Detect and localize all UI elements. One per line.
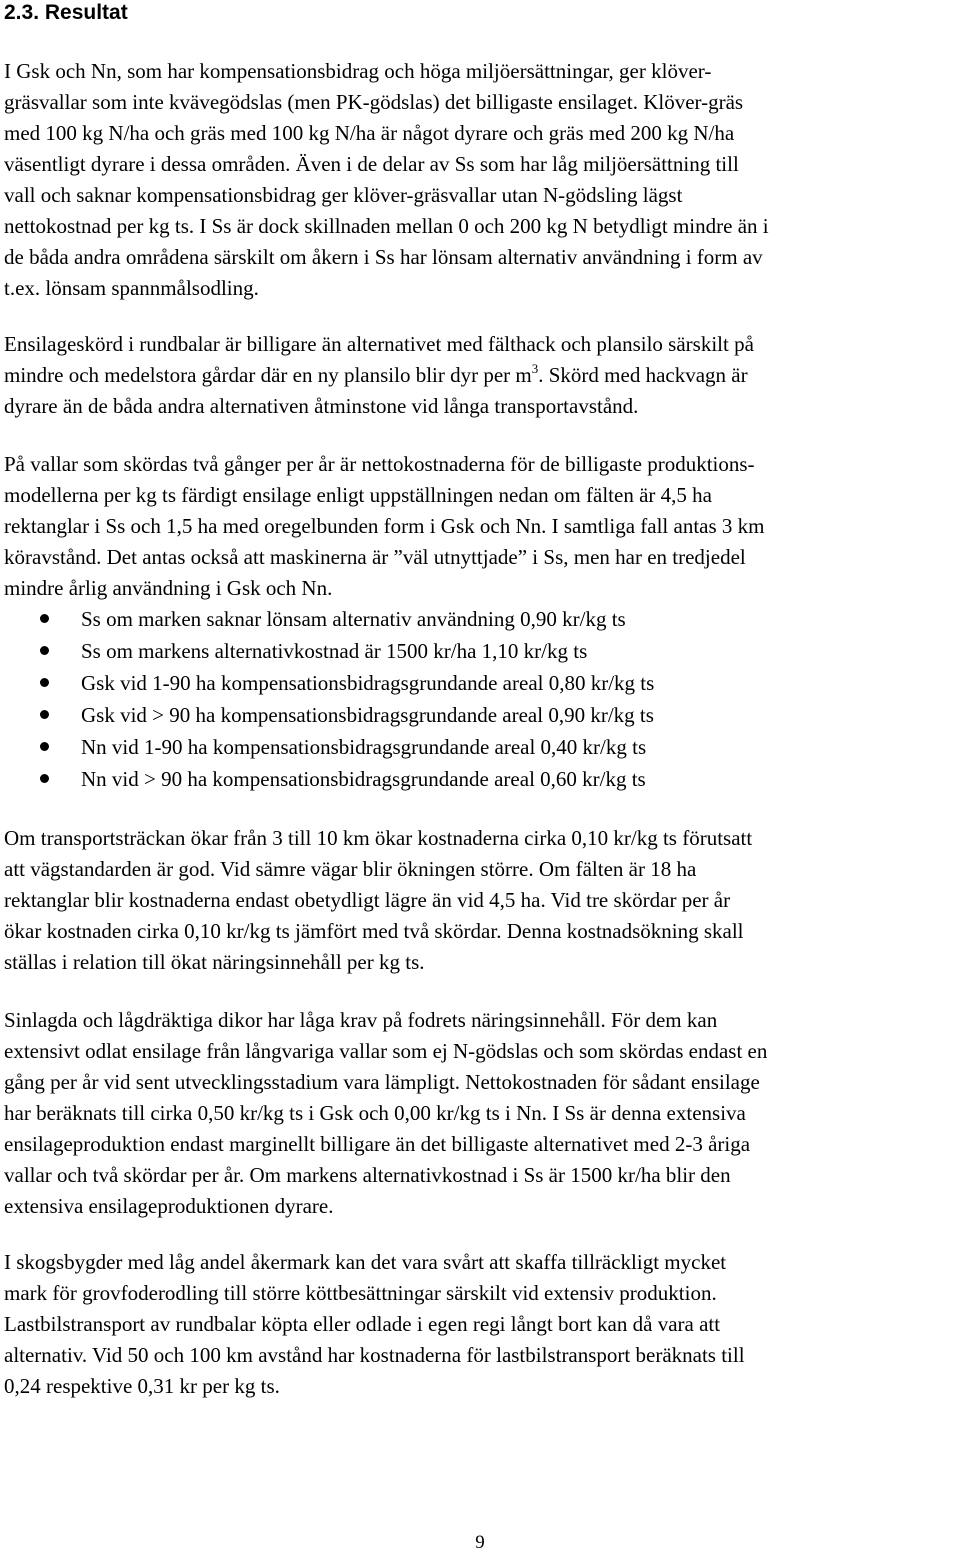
text-line: Sinlagda och lågdräktiga dikor har låga krav på fodrets näringsinnehåll. För dem kan bbox=[4, 1008, 718, 1032]
text-line: gräsvallar som inte kvävegödslas (men PK-gödslas) det billigaste ensilaget. Klöver-gräs bbox=[4, 90, 744, 114]
text-line: I Gsk och Nn, som har kompensationsbidrag och höga miljöersättningar, ger klöver- bbox=[4, 59, 712, 83]
text-line: Om transportsträckan ökar från 3 till 10 km ökar kostnaderna cirka 0,10 kr/kg ts förutsatt bbox=[4, 826, 753, 850]
text-line: extensivt odlat ensilage från långvariga vallar som ej N-gödslas och som skördas endast en bbox=[4, 1039, 768, 1063]
text-line: extensiva ensilageproduktionen dyrare. bbox=[4, 1194, 334, 1218]
text-line: Ensilageskörd i rundbalar är billigare än alternativet med fälthack och plansilo särskilt på bbox=[4, 332, 754, 356]
list-item bbox=[0, 699, 960, 731]
text-line: ställas i relation till ökat näringsinnehåll per kg ts. bbox=[4, 950, 425, 974]
paragraph-extensive-silage bbox=[4, 1005, 959, 1222]
list-item-text: Ss om marken saknar lönsam alternativ användning 0,90 kr/kg ts bbox=[81, 607, 626, 631]
paragraph-harvest-methods bbox=[4, 329, 959, 422]
text-line: mark för grovfoderodling till större köttbesättningar särskilt vid extensiv produktion. bbox=[4, 1281, 717, 1305]
text-line: modellerna per kg ts färdigt ensilage enligt uppställningen nedan om fälten är 4,5 ha bbox=[4, 483, 712, 507]
text-line: rektanglar i Ss och 1,5 ha med oregelbunden form i Gsk och Nn. I samtliga fall antas 3 km bbox=[4, 514, 765, 538]
list-item bbox=[0, 635, 960, 667]
text-segment: . Skörd med hackvagn är bbox=[538, 363, 748, 387]
text-line: dyrare än de båda andra alternativen åtminstone vid långa transportavstånd. bbox=[4, 394, 639, 418]
text-line: mindre årlig användning i Gsk och Nn. bbox=[4, 576, 333, 600]
text-line-with-superscript bbox=[4, 360, 959, 391]
text-line: t.ex. lönsam spannmålsodling. bbox=[4, 276, 259, 300]
list-item bbox=[0, 603, 960, 635]
list-item bbox=[0, 731, 960, 763]
text-line: I skogsbygder med låg andel åkermark kan det vara svårt att skaffa tillräckligt mycket bbox=[4, 1250, 727, 1274]
text-line: ökar kostnaden cirka 0,10 kr/kg ts jämfört med två skördar. Denna kostnadsökning skall bbox=[4, 919, 744, 943]
text-line: gång per år vid sent utvecklingsstadium vara lämpligt. Nettokostnaden för sådant ensilage bbox=[4, 1070, 760, 1094]
text-line: ensilageproduktion endast marginellt billigare än det billigaste alternativet med 2-3 åriga bbox=[4, 1132, 751, 1156]
text-line: har beräknats till cirka 0,50 kr/kg ts i Gsk och 0,00 kr/kg ts i Nn. I Ss är denna extensiva bbox=[4, 1101, 746, 1125]
text-line: köravstånd. Det antas också att maskinerna är ”väl utnyttjade” i Ss, men har en tredjedel bbox=[4, 545, 746, 569]
section-heading: 2.3. Resultat bbox=[4, 1, 128, 24]
bullet-icon bbox=[40, 614, 49, 623]
list-item-text: Nn vid 1-90 ha kompensationsbidragsgrundande areal 0,40 kr/kg ts bbox=[81, 735, 647, 759]
paragraph-transport-distance bbox=[4, 823, 959, 978]
text-line: Lastbilstransport av rundbalar köpta eller odlade i egen regi långt bort kan då vara att bbox=[4, 1312, 721, 1336]
text-line: att vägstandarden är god. Vid sämre vägar blir ökningen större. Om fälten är 18 ha bbox=[4, 857, 697, 881]
bullet-icon bbox=[40, 646, 49, 655]
list-item-text: Nn vid > 90 ha kompensationsbidragsgrundande areal 0,60 kr/kg ts bbox=[81, 767, 646, 791]
bullet-icon bbox=[40, 678, 49, 687]
list-item bbox=[0, 667, 960, 699]
list-item-text: Gsk vid > 90 ha kompensationsbidragsgrundande areal 0,90 kr/kg ts bbox=[81, 703, 654, 727]
text-line: nettokostnad per kg ts. I Ss är dock skillnaden mellan 0 och 200 kg N betydligt mindre än i bbox=[4, 214, 769, 238]
paragraph-forest-districts bbox=[4, 1247, 959, 1402]
text-line: de båda andra områdena särskilt om åkern i Ss har lönsam alternativ användning i form av bbox=[4, 245, 763, 269]
bullet-icon bbox=[40, 710, 49, 719]
text-line: med 100 kg N/ha och gräs med 100 kg N/ha är något dyrare och gräs med 200 kg N/ha bbox=[4, 121, 735, 145]
text-line: På vallar som skördas två gånger per år är nettokostnaderna för de billigaste produktions- bbox=[4, 452, 755, 476]
bullet-icon bbox=[40, 774, 49, 783]
list-item-text: Ss om markens alternativkostnad är 1500 kr/ha 1,10 kr/kg ts bbox=[81, 639, 588, 663]
text-line: rektanglar blir kostnaderna endast obetydligt lägre än vid 4,5 ha. Vid tre skördar per år bbox=[4, 888, 731, 912]
list-item bbox=[0, 763, 960, 795]
text-segment: mindre och medelstora gårdar där en ny plansilo blir dyr per m bbox=[4, 363, 532, 387]
text-line: alternativ. Vid 50 och 100 km avstånd har kostnaderna för lastbilstransport beräknats till bbox=[4, 1343, 745, 1367]
list-item-text: Gsk vid 1-90 ha kompensationsbidragsgrundande areal 0,80 kr/kg ts bbox=[81, 671, 655, 695]
text-line: väsentligt dyrare i dessa områden. Även i de delar av Ss som har låg miljöersättning till bbox=[4, 152, 739, 176]
page-number: 9 bbox=[475, 1532, 485, 1553]
superscript: 3 bbox=[531, 361, 539, 376]
cost-bullet-list bbox=[0, 603, 960, 795]
bullet-icon bbox=[40, 742, 49, 751]
text-line: vallar och två skördar per år. Om markens alternativkostnad i Ss är 1500 kr/ha blir den bbox=[4, 1163, 731, 1187]
paragraph-results-intro bbox=[4, 56, 959, 304]
text-line: vall och saknar kompensationsbidrag ger klöver-gräsvallar utan N-gödsling lägst bbox=[4, 183, 683, 207]
text-line: 0,24 respektive 0,31 kr per kg ts. bbox=[4, 1374, 280, 1398]
paragraph-two-harvests bbox=[4, 449, 959, 604]
